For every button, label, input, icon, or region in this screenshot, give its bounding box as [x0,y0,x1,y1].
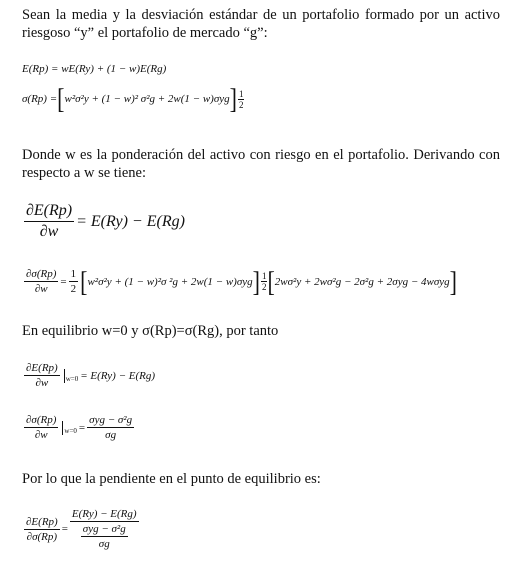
equals-sign: = [78,421,86,434]
fraction-den: σg [98,538,110,550]
equation-body: w²σ²y + (1 − w)²σ ²g + 2w(1 − w)σyg [87,275,253,288]
exponent-den: 2 [261,282,267,292]
equation-mean [22,63,166,75]
fraction-num: σyg − σ²g [82,523,126,535]
fraction-num: ∂E(Rp) [26,362,58,374]
fraction-den [77,522,132,550]
paragraph-slope: Por lo que la pendiente en el punto de equilibrio es: [22,471,321,487]
paragraph-derivative-intro: Donde w es la ponderación del activo con riesgo en el portafolio. Derivando con respecto a w se tiene: [22,147,500,181]
equals-sign: = [61,523,68,535]
equation-rhs: = E(Ry) − E(Rg) [80,369,156,382]
fraction-den: ∂w [34,429,48,441]
paragraph-equilibrium: En equilibrio w=0 y σ(Rp)=σ(Rg), por tanto [22,323,279,339]
fraction-dE-dw [24,202,74,241]
paragraph-intro: Sean la media y la desviación estándar de un portafolio formado por un activo riesgoso “y” el portafolio de mercado “g”: [22,7,500,41]
right-bracket: ] [449,264,457,298]
fraction-dsigma-dw [24,414,58,441]
fraction-den: σg [105,429,117,441]
left-bracket: [ [57,82,65,115]
right-bracket: ] [252,264,260,298]
evaluation-subscript: w=0 [65,374,79,383]
fraction-dE-dw [24,362,60,389]
fraction-dsigma-dw [24,268,58,295]
fraction-half [69,268,79,295]
fraction-den: 2 [70,283,77,295]
exponent-den: 2 [238,99,244,110]
equation-dE-dw-eval [22,362,155,389]
right-bracket: ] [229,82,237,115]
fraction-num: ∂E(Rp) [26,515,58,528]
equation-sigma-lhs: σ(Rp) = [22,93,58,105]
fraction-dE-dsigma [24,516,60,543]
fraction-num: σyg − σ²g [89,414,133,426]
fraction-num: E(Ry) − E(Rg) [71,508,137,520]
fraction-den: ∂σ(Rp) [26,530,58,543]
evaluation-subscript: w=0 [64,426,77,435]
equation-rhs: = E(Ry) − E(Rg) [76,212,185,230]
equation-dsigma-dw-eval [22,414,136,441]
equation-dsigma-dw: $\frac{\partial\sigma(Rp)}{\partial w}$ = $\frac{1}{2}$ [ w²σ²y + (1 − w)²σ ²g + 2w(1 − w)σyg ] $\frac{1}{2}$ [ 2wσ²y + 2wσ²g − 2σ²g + 2σyg − 4wσyg ] [26,264,457,298]
fraction-num: 1 [70,268,77,280]
fraction-rhs [87,414,134,441]
fraction-num: ∂E(Rp) [24,202,74,222]
fraction-num: ∂σ(Rp) [26,414,57,426]
exponent-num: 1 [261,271,267,281]
fraction-den: ∂w [34,283,48,295]
left-bracket: [ [80,264,88,298]
equation-mean-text: E(Rp) = wE(Ry) + (1 − w)E(Rg) [22,63,167,75]
equation-sigma-body: w²σ²y + (1 − w)² σ²g + 2w(1 − w)σyg [64,93,230,105]
fraction-num: ∂σ(Rp) [26,268,57,280]
fraction-inner [81,523,128,550]
fraction-den: ∂w [39,223,59,240]
exponent-half [238,89,245,110]
exponent-num: 1 [238,88,244,99]
fraction-slope [70,508,139,550]
fraction-den: ∂w [35,377,49,389]
equation-dE-dw [22,202,185,241]
left-bracket: [ [267,264,275,298]
equation-slope [22,508,141,550]
equation-body: 2wσ²y + 2wσ²g − 2σ²g + 2σyg − 4wσyg [274,275,450,288]
equation-sigma [22,82,244,115]
